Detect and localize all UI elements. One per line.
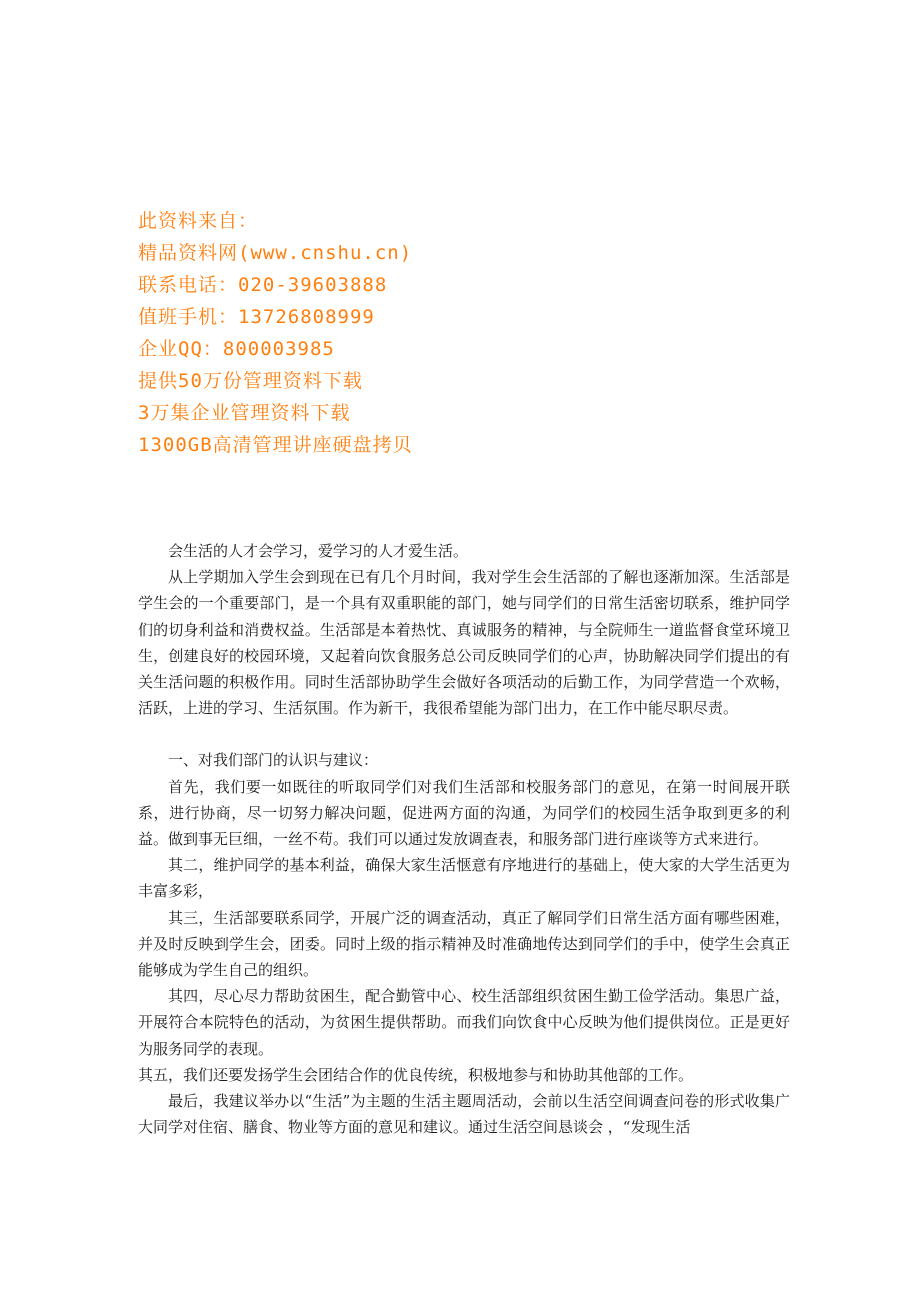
article-intro-paragraph: 从上学期加入学生会到现在已有几个月时间，我对学生会生活部的了解也逐渐加深。生活部是学生会的一个重要部门，是一个具有双重职能的部门，她与同学们的日常生活密切联系，维护同学们的切身利益和消费权益。生活部是本着热忱、真诚服务的精神，与全院师生一道监督食堂环境卫生，创建良好的校园环境，又起着向饮食服务总公司反映同学们的心声，协助解决同学们提出的有关生活问题的积极作用。同时生活部协助学生会做好各项活动的后勤工作，为同学营造一个欢畅，活跃，上进的学习、生活氛围。作为新干，我很希望能为部门出力，在工作中能尽职尽责。 — [138, 568, 790, 718]
promo-video-line: 3万集企业管理资料下载 — [138, 402, 351, 424]
promo-block — [138, 205, 638, 461]
promo-mobile-line: 值班手机：13726808999 — [138, 306, 375, 328]
article-paragraph-first: 首先，我们要一如既往的听取同学们对我们生活部和校服务部门的意见，在第一时间展开联系，进行协商，尽一切努力解决问题，促进两方面的沟通，为同学们的校园生活争取到更多的利益。做到事无巨细，一丝不苟。我们可以通过发放调查表，和服务部门进行座谈等方式来进行。 — [138, 777, 790, 849]
paragraph-spacer — [138, 721, 790, 747]
section-heading: 一、对我们部门的认识与建议： — [168, 751, 379, 770]
article-paragraph-second: 其二，维护同学的基本利益，确保大家生活惬意有序地进行的基础上，使大家的大学生活更为丰富多彩， — [138, 856, 790, 901]
article-paragraph-third: 其三，生活部要联系同学，开展广泛的调查活动，真正了解同学们日常生活方面有哪些困难，并及时反映到学生会，团委。同时上级的指示精神及时准确地传达到同学们的手中，使学生会真正能够成为学生自己的组织。 — [138, 908, 790, 980]
promo-offer-line: 提供50万份管理资料下载 — [138, 370, 363, 392]
article-paragraph-fifth: 其五，我们还要发扬学生会团结合作的优良传统，积极地参与和协助其他部的工作。 — [138, 1065, 694, 1084]
article-paragraph-fourth: 其四，尽心尽力帮助贫困生，配合勤管中心、校生活部组织贫困生勤工俭学活动。集思广益，开展符合本院特色的活动，为贫困生提供帮助。而我们向饮食中心反映为他们提供岗位。正是更好为服务同学的表现。 — [138, 987, 790, 1058]
promo-lecture-line: 1300GB高清管理讲座硬盘拷贝 — [138, 434, 413, 456]
promo-phone-line: 联系电话：020-39603888 — [138, 274, 388, 296]
promo-source-line: 此资料来自： — [138, 210, 259, 232]
promo-qq-line: 企业QQ：800003985 — [138, 338, 335, 360]
article-body — [138, 538, 790, 1140]
promo-website-line: 精品资料网(www.cnshu.cn) — [138, 242, 413, 264]
article-motto: 会生活的人才会学习，爱学习的人才爱生活。 — [168, 542, 469, 560]
article-paragraph-final: 最后，我建议举办以“生活”为主题的生活主题周活动，会前以生活空间调查问卷的形式收集广大同学对住宿、膳食、物业等方面的意见和建议。通过生活空间恳谈会 ，“发现生活 — [138, 1092, 790, 1137]
